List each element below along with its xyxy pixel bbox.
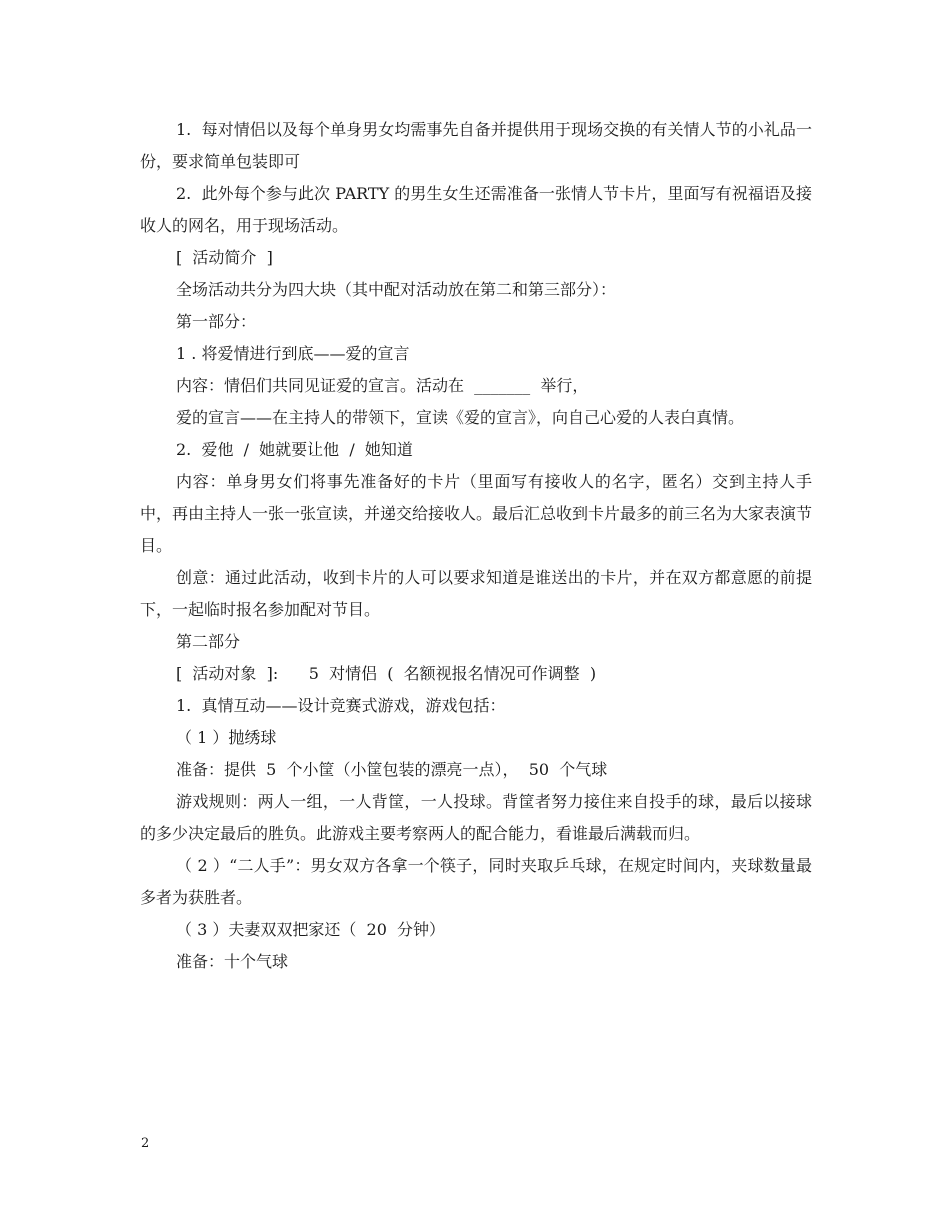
paragraph: 准备：提供 5 个小筐（小筐包装的漂亮一点）， 50 个气球 — [176, 760, 608, 779]
paragraph: [ 活动对象 ]: 5 对情侣 ( 名额视报名情况可作调整 ) — [176, 664, 597, 683]
paragraph: 游戏规则：两人一组，一人背筐，一人投球。背筐者努力接住来自投手的球，最后以接球的多少决定最后的胜负。此游戏主要考察两人的配合能力，看谁最后满载而归。 — [140, 792, 812, 843]
section-heading: 第一部分： — [176, 312, 257, 331]
document-body — [140, 114, 812, 978]
section-heading: 第二部分 — [176, 632, 241, 651]
paragraph: （ 2 ）“二人手”：男女双方各拿一个筷子，同时夹取乒乓球，在规定时间内，夹球数量最多者为获胜者。 — [140, 856, 812, 907]
paragraph: 内容：情侣们共同见证爱的宣言。活动在 _______ 举行， — [176, 376, 589, 395]
paragraph: 2. 此外每个参与此次 PARTY 的男生女生还需准备一张情人节卡片，里面写有祝福语及接收人的网名，用于现场活动。 — [140, 184, 812, 235]
paragraph: 全场活动共分为四大块（其中配对活动放在第二和第三部分）： — [176, 280, 617, 299]
item-heading: 1. 真情互动——设计竞赛式游戏，游戏包括： — [176, 696, 506, 715]
sub-item-heading: （ 1 ）抛绣球 — [176, 728, 277, 747]
paragraph: 内容：单身男女们将事先准备好的卡片（里面写有接收人的名字，匿名）交到主持人手中，再由主持人一张一张宣读，并递交给接收人。最后汇总收到卡片最多的前三名为大家表演节目。 — [140, 472, 813, 555]
sub-item-heading: （ 3 ）夫妻双双把家还（ 20 分钟） — [176, 920, 446, 939]
paragraph: 准备：十个气球 — [176, 952, 289, 971]
page-number: 2 — [141, 1136, 150, 1151]
item-heading: 1 . 将爱情进行到底——爱的宣言 — [176, 344, 410, 363]
paragraph: 爱的宣言——在主持人的带领下，宣读《爱的宣言》，向自己心爱的人表白真情。 — [176, 408, 745, 427]
paragraph: 创意：通过此活动，收到卡片的人可以要求知道是谁送出的卡片，并在双方都意愿的前提下，一起临时报名参加配对节目。 — [140, 568, 812, 619]
item-heading: 2. 爱他 / 她就要让他 / 她知道 — [176, 440, 413, 459]
paragraph: 1. 每对情侣以及每个单身男女均需事先自备并提供用于现场交换的有关情人节的小礼品一份，要求简单包装即可 — [140, 120, 812, 171]
section-heading: [ 活动简介 ] — [176, 248, 273, 267]
